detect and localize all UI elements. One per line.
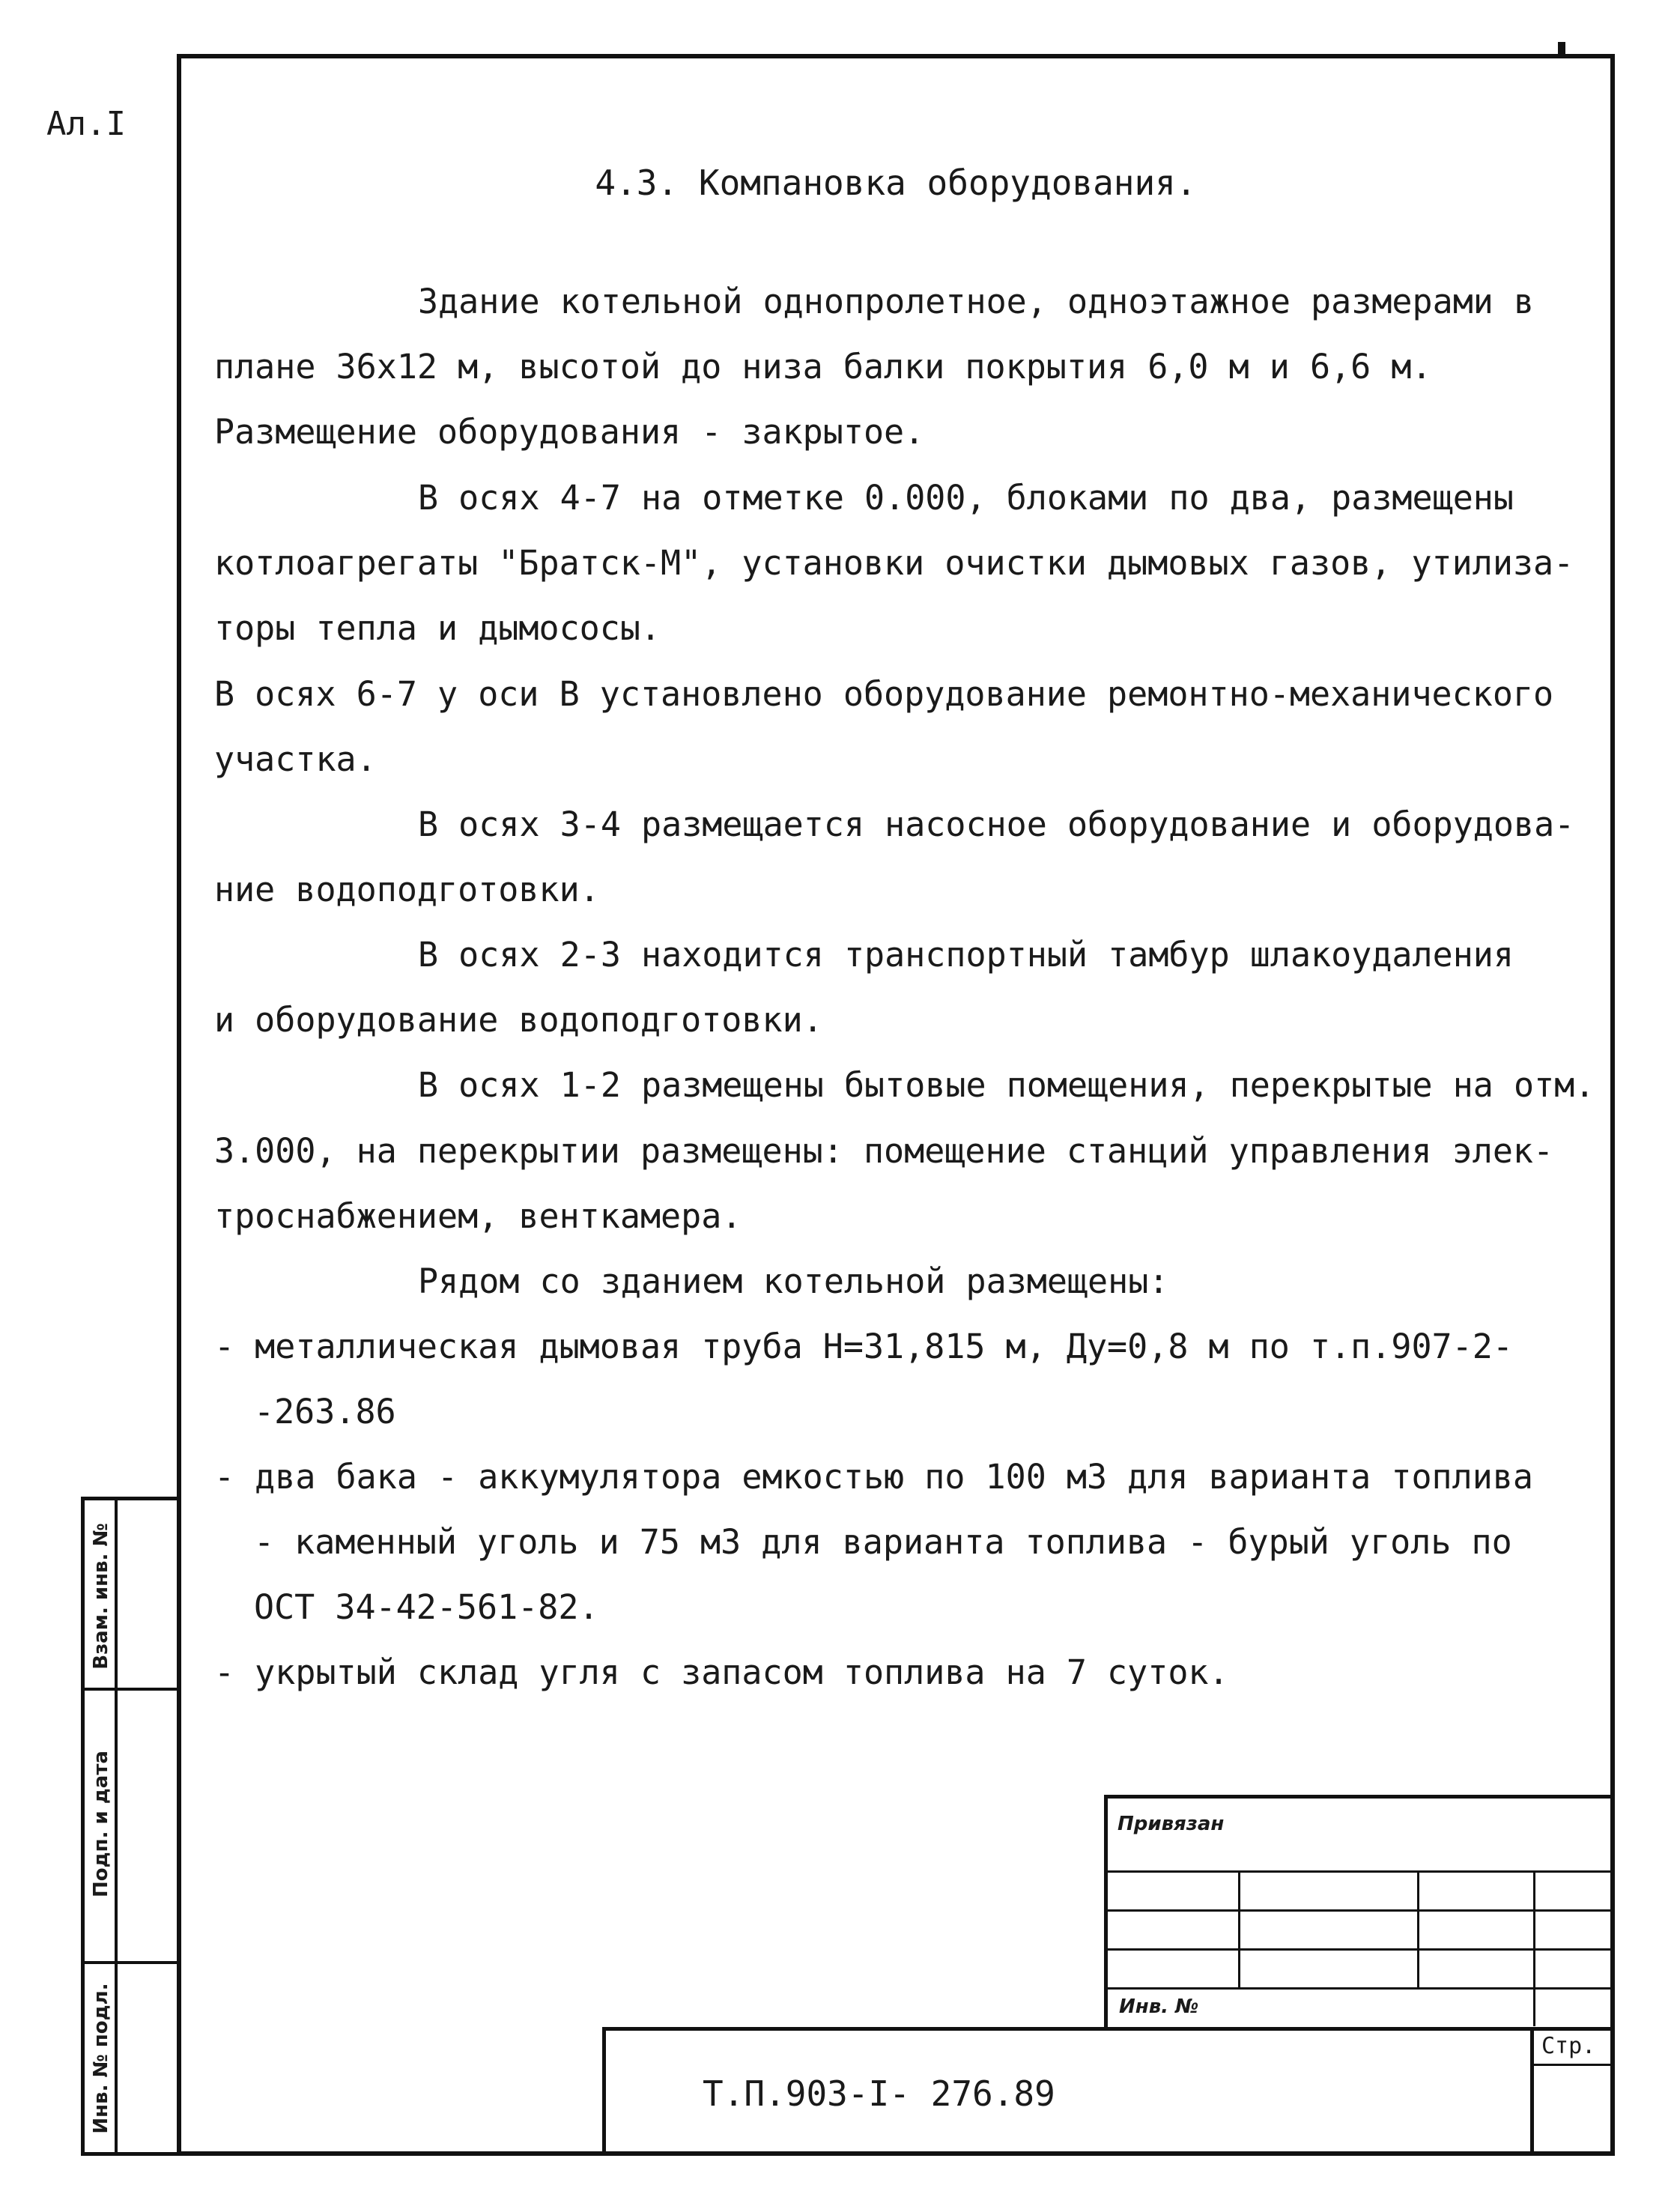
strip-label-signature-date: Подп. и дата: [90, 1751, 112, 1897]
body-line: В осях 4-7 на отметке 0.000, блоками по два, размещены: [418, 478, 1514, 518]
body-line: Рядом со зданием котельной размещены:: [418, 1261, 1169, 1301]
body-line: котлоагрегаты "Братск-М", установки очистки дымовых газов, утилиза-: [214, 543, 1574, 583]
body-line: ние водоподготовки.: [214, 870, 600, 909]
page-content: [177, 54, 1615, 2156]
stamp-col-line: [1417, 1870, 1419, 1987]
stamp-border: [602, 2027, 606, 2156]
list-item-continuation: -263.86: [254, 1392, 396, 1431]
body-line: Здание котельной однопролетное, одноэтажное размерами в: [418, 282, 1535, 321]
stamp-row-line: [1104, 1948, 1615, 1951]
list-item: - укрытый склад угля с запасом топлива на 7 суток.: [214, 1652, 1229, 1692]
body-line: В осях 2-3 находится транспортный тамбур шлакоудаления: [418, 935, 1514, 975]
binding-strip: [81, 1497, 177, 2156]
stamp-row-line: [1104, 1987, 1615, 1990]
stamp-border: [1530, 2027, 1534, 2156]
list-item: - металлическая дымовая труба Н=31,815 м, Ду=0,8 м по т.п.907-2-: [214, 1327, 1513, 1366]
sheet-label: Ал.I: [46, 105, 126, 143]
body-line: троснабжением, венткамера.: [214, 1196, 742, 1236]
body-line: участка.: [214, 739, 377, 779]
body-line: В осях 3-4 размещается насосное оборудование и оборудова-: [418, 804, 1575, 844]
stamp-border: [602, 2027, 1615, 2031]
stamp-row-line: [1104, 1909, 1615, 1912]
inventory-label: Инв. №: [1119, 1996, 1199, 2018]
body-line: Размещение оборудования - закрытое.: [214, 412, 925, 452]
strip-divider: [85, 1961, 177, 1964]
stamp-col-line: [1238, 1870, 1240, 1987]
frame-notch: [1558, 42, 1565, 54]
stamp-col-line: [1533, 1870, 1535, 2026]
body-line: торы тепла и дымососы.: [214, 608, 661, 648]
list-item: - два бака - аккумулятора емкостью по 100 м3 для варианта топлива: [214, 1457, 1533, 1497]
attached-label: Привязан: [1118, 1813, 1225, 1835]
body-line: плане 36х12 м, высотой до низа балки покрытия 6,0 м и 6,6 м.: [214, 347, 1432, 387]
list-item-continuation: ОСТ 34-42-561-82.: [254, 1587, 599, 1627]
stamp-row-line: [1530, 2064, 1615, 2066]
page-label: Стр.: [1541, 2033, 1596, 2059]
body-line: В осях 6-7 у оси В установлено оборудование ремонтно-механического: [214, 674, 1554, 714]
strip-label-original-inv: Инв. № подл.: [90, 1983, 112, 2134]
list-item-continuation: - каменный уголь и 75 м3 для варианта топлива - бурый уголь по: [254, 1522, 1512, 1562]
body-line: 3.000, на перекрытии размещены: помещение станций управления элек-: [214, 1131, 1554, 1171]
section-title: 4.3. Компановка оборудования.: [595, 163, 1197, 203]
body-line: В осях 1-2 размещены бытовые помещения, перекрытые на отм.: [418, 1065, 1595, 1105]
body-line: и оборудование водоподготовки.: [214, 1000, 823, 1040]
document-code: Т.П.903-I- 276.89: [703, 2073, 1055, 2114]
stamp-border: [1104, 1795, 1615, 1799]
stamp-row-line: [1104, 1870, 1615, 1873]
strip-label-replacement-inv: Взам. инв. №: [90, 1523, 112, 1670]
strip-divider: [85, 1688, 177, 1691]
